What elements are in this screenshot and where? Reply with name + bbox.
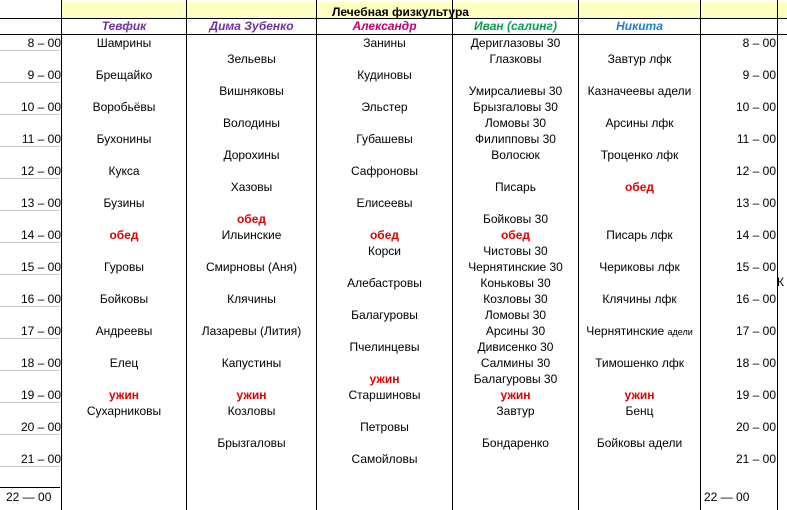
time-label-left: 12 – 00 — [20, 164, 61, 178]
time-label-right: 19 – 00 — [735, 388, 776, 402]
schedule-cell[interactable]: Пчелинцевы — [349, 340, 420, 354]
time-label-right: 16 – 00 — [735, 292, 776, 306]
schedule-cell[interactable]: Дорохины — [223, 148, 280, 162]
time-label-right: 9 – 00 — [742, 68, 776, 82]
grid-line — [0, 210, 60, 211]
grid-line — [0, 82, 60, 83]
grid-line — [0, 178, 60, 179]
time-label-right: 10 – 00 — [735, 100, 776, 114]
time-label-left: 17 – 00 — [20, 324, 61, 338]
time-label-right: 15 – 00 — [735, 260, 776, 274]
time-label-left: 18 – 00 — [20, 356, 61, 370]
schedule-cell[interactable]: Козловы — [227, 404, 276, 418]
time-label-left: 14 – 00 — [20, 228, 61, 242]
header-label: Тевфик — [101, 19, 147, 33]
time-label-left: 19 – 00 — [20, 388, 61, 402]
schedule-cell[interactable]: Глазковы — [489, 52, 542, 66]
schedule-cell[interactable]: Губашевы — [356, 132, 413, 146]
schedule-cell[interactable]: Троценко лфк — [600, 148, 679, 162]
schedule-cell[interactable]: Ломовы 30 — [484, 308, 547, 322]
schedule-cell[interactable]: Сафроновы — [351, 164, 418, 178]
schedule-cell[interactable]: Чистовы 30 — [483, 244, 548, 258]
schedule-cell[interactable]: Волосюк — [491, 148, 540, 162]
schedule-cell[interactable]: Клячины — [227, 292, 276, 306]
schedule-cell[interactable]: Володины — [223, 116, 280, 130]
schedule-cell[interactable]: обед — [624, 180, 655, 194]
schedule-cell[interactable]: Умирсалиевы 30 — [468, 84, 563, 98]
schedule-cell[interactable]: Воробьёвы — [92, 100, 156, 114]
grid-line — [0, 242, 60, 243]
grid-line — [0, 370, 60, 371]
time-label-right: 12 – 00 — [735, 164, 776, 178]
grid-line — [0, 338, 60, 339]
time-label-left: 16 – 00 — [20, 292, 61, 306]
header-label: Никита — [616, 19, 663, 33]
schedule-cell[interactable]: Балагуровы 30 — [473, 372, 558, 386]
row-divider — [0, 18, 787, 19]
time-label-left: 22 — 00 — [6, 490, 52, 504]
schedule-cell[interactable]: ужин — [624, 388, 655, 402]
schedule-cell[interactable]: Писарь лфк — [606, 228, 673, 242]
time-label-left: 13 – 00 — [20, 196, 61, 210]
schedule-cell[interactable]: ужин — [369, 372, 400, 386]
time-label-right: 14 – 00 — [735, 228, 776, 242]
schedule-cell[interactable]: Елец — [109, 356, 139, 370]
schedule-cell[interactable]: Бухонины — [96, 132, 152, 146]
schedule-cell[interactable]: Козловы 30 — [483, 292, 548, 306]
schedule-cell[interactable]: Сухарниковы — [86, 404, 162, 418]
schedule-cell[interactable]: Тимошенко лфк — [595, 356, 684, 370]
schedule-cell[interactable]: Лазаревы (Лития) — [201, 324, 302, 338]
schedule-cell[interactable]: ужин — [109, 388, 139, 402]
edge-cell-text: К — [777, 275, 784, 289]
time-label-left: 10 – 00 — [20, 100, 61, 114]
time-label-left: 11 – 00 — [21, 132, 61, 146]
time-label-right: 21 – 00 — [735, 452, 776, 466]
schedule-cell[interactable]: Корси — [367, 244, 402, 258]
schedule-cell[interactable]: Занины — [363, 36, 406, 50]
schedule-cell[interactable]: Кудиновы — [357, 68, 412, 82]
schedule-cell[interactable]: Филипповы 30 — [475, 132, 556, 146]
schedule-cell[interactable]: Петровы — [360, 420, 409, 434]
schedule-cell[interactable]: Брызгаловы 30 — [473, 100, 558, 114]
row-divider — [0, 487, 60, 488]
header-alexandr[interactable] — [317, 18, 452, 34]
schedule-cell[interactable]: Зельевы — [227, 52, 276, 66]
grid-line — [0, 402, 60, 403]
schedule-cell[interactable]: Чериковы лфк — [599, 260, 680, 274]
schedule-cell[interactable]: Эльстер — [361, 100, 408, 114]
cell-name: Чернятинские — [586, 324, 668, 338]
time-label-right: 18 – 00 — [735, 356, 776, 370]
grid-line — [0, 114, 60, 115]
schedule-cell[interactable]: Бузины — [103, 196, 145, 210]
time-label-right: 11 – 00 — [736, 132, 776, 146]
schedule-cell[interactable]: Салмины 30 — [480, 356, 551, 370]
time-label-right: 22 — 00 — [704, 490, 750, 504]
header-dima[interactable] — [187, 18, 316, 34]
time-label-left: 20 – 00 — [20, 420, 61, 434]
grid-line — [0, 146, 60, 147]
schedule-cell[interactable]: Завтур — [496, 404, 535, 418]
time-label-right: 13 – 00 — [735, 196, 776, 210]
header-label: Александр — [352, 19, 417, 33]
schedule-cell[interactable]: Клячины лфк — [602, 292, 677, 306]
header-nikita[interactable] — [579, 18, 700, 34]
schedule-cell[interactable]: Завтур лфк — [607, 52, 672, 66]
grid-line — [0, 434, 60, 435]
schedule-cell[interactable]: Писарь — [495, 180, 536, 194]
column-divider — [186, 0, 187, 510]
schedule-cell[interactable]: Самойловы — [351, 452, 418, 466]
schedule-cell[interactable]: Гуровы — [104, 260, 144, 274]
schedule-cell[interactable]: Бойковы адели — [596, 436, 683, 450]
schedule-cell[interactable]: Шамрины — [96, 36, 152, 50]
schedule-cell[interactable]: Брещайко — [95, 68, 153, 82]
grid-line — [0, 274, 60, 275]
schedule-cell[interactable]: Елисеевы — [356, 196, 413, 210]
schedule-cell[interactable]: обед — [236, 212, 267, 226]
header-ivan[interactable] — [453, 18, 578, 34]
grid-line — [0, 306, 60, 307]
schedule-cell[interactable]: обед — [369, 228, 400, 242]
schedule-cell[interactable]: ужин — [236, 388, 267, 402]
schedule-cell[interactable]: Коньковы 30 — [480, 276, 551, 290]
schedule-cell[interactable]: Чернятинские 30 — [468, 260, 563, 274]
grid-line — [0, 466, 60, 467]
time-label-right: 17 – 00 — [735, 324, 776, 338]
schedule-cell[interactable]: Смирновы (Аня) — [205, 260, 298, 274]
schedule-cell[interactable]: обед — [500, 228, 531, 242]
time-label-right: 20 – 00 — [735, 420, 776, 434]
schedule-cell[interactable]: Андреевы — [95, 324, 153, 338]
schedule-cell[interactable] — [579, 323, 700, 339]
header-tevfik[interactable] — [62, 18, 186, 34]
schedule-cell[interactable]: Кукса — [108, 164, 140, 178]
schedule-cell[interactable]: Ломовы 30 — [484, 116, 547, 130]
header-label: Дима Зубенко — [209, 19, 294, 33]
cell-suffix: адели — [667, 327, 693, 337]
schedule-cell[interactable]: Хазовы — [230, 180, 273, 194]
schedule-cell[interactable]: Капустины — [221, 356, 282, 370]
schedule-cell[interactable]: ужин — [500, 388, 531, 402]
schedule-cell[interactable]: Вишняковы — [219, 84, 284, 98]
schedule-cell[interactable]: Арсины лфк — [605, 116, 674, 130]
schedule-cell[interactable]: Бондаренко — [482, 436, 549, 450]
schedule-cell[interactable]: Алебастровы — [347, 276, 422, 290]
schedule-cell[interactable]: Бойковы — [99, 292, 149, 306]
header-label: Иван (салинг) — [474, 19, 557, 33]
schedule-cell[interactable]: Дивисенко 30 — [477, 340, 554, 354]
schedule-cell[interactable]: обед — [109, 228, 139, 242]
column-divider — [777, 0, 778, 510]
time-label-left: 9 – 00 — [27, 68, 61, 82]
schedule-cell[interactable]: Балагуровы — [351, 308, 418, 322]
schedule-cell[interactable]: Бойковы 30 — [483, 212, 548, 226]
grid-line — [0, 50, 60, 51]
sheet-title: Лечебная физкультура — [332, 5, 469, 19]
time-label-left: 8 – 00 — [27, 36, 61, 50]
schedule-cell[interactable]: Казначеевы адели — [587, 84, 692, 98]
schedule-cell[interactable]: Брызгаловы — [217, 436, 286, 450]
time-label-right: 8 – 00 — [742, 36, 776, 50]
schedule-cell[interactable]: Ильинские — [221, 228, 282, 242]
schedule-cell[interactable]: Старшиновы — [348, 388, 421, 402]
schedule-cell[interactable]: Бенц — [625, 404, 654, 418]
sheet-title-banner — [62, 2, 787, 19]
column-divider — [578, 0, 579, 510]
time-label-left: 21 – 00 — [20, 452, 61, 466]
time-label-left: 15 – 00 — [20, 260, 61, 274]
schedule-cell[interactable]: Арсины 30 — [485, 324, 546, 338]
column-divider — [700, 0, 701, 510]
schedule-cell[interactable]: Дериглазовы 30 — [470, 36, 561, 50]
